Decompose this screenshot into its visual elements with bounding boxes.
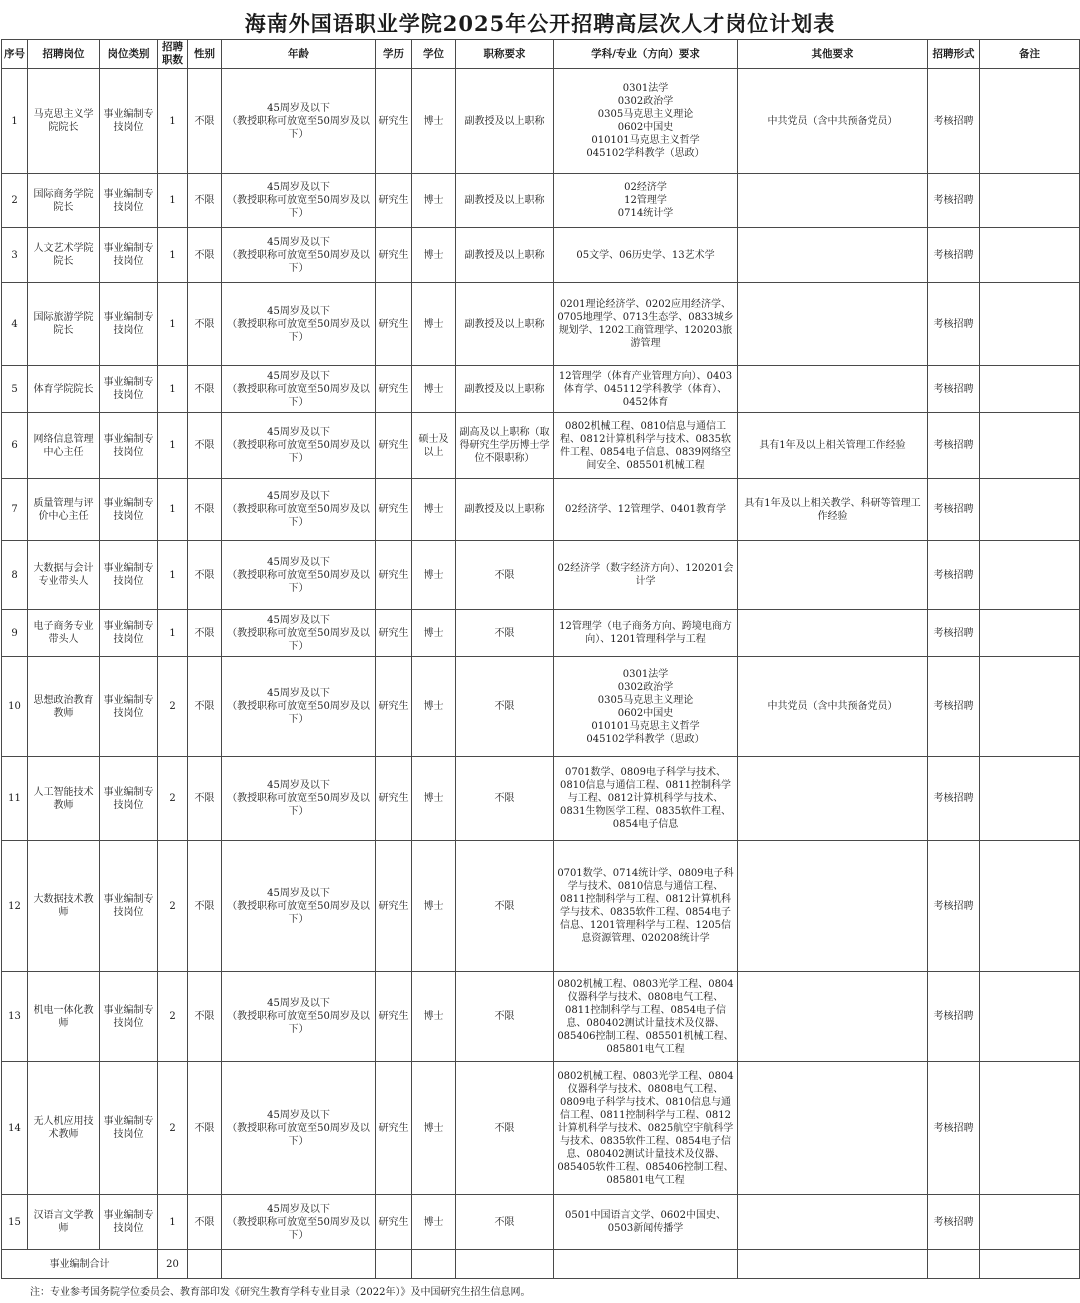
cell-education: 研究生 [376, 541, 412, 610]
cell-gender: 不限 [188, 1195, 222, 1250]
cell-other [738, 757, 928, 841]
cell-category: 事业编制专技岗位 [100, 479, 158, 541]
table-row [2, 610, 1080, 657]
cell-major: 12管理学（电子商务方向、跨境电商方向）、1201管理科学与工程 [554, 610, 738, 657]
cell-no: 4 [2, 283, 28, 366]
cell-position: 人工智能技术教师 [28, 757, 100, 841]
cell-gender: 不限 [188, 657, 222, 757]
cell-category: 事业编制专技岗位 [100, 1062, 158, 1195]
cell-category: 事业编制专技岗位 [100, 174, 158, 228]
cell-position: 汉语言文学教师 [28, 1195, 100, 1250]
cell-form: 考核招聘 [928, 283, 980, 366]
cell-gender: 不限 [188, 841, 222, 972]
cell-education: 研究生 [376, 841, 412, 972]
total-empty [738, 1250, 928, 1279]
cell-gender: 不限 [188, 757, 222, 841]
cell-title-req: 不限 [456, 757, 554, 841]
cell-position: 马克思主义学院院长 [28, 69, 100, 174]
cell-age: 45周岁及以下 （教授职称可放宽至50周岁及以下） [222, 69, 376, 174]
cell-category: 事业编制专技岗位 [100, 541, 158, 610]
footnote: 注：专业参考国务院学位委员会、教育部印发《研究生教育学科专业目录（2022年）》及中国研究生招生信息网。 [30, 1287, 531, 1298]
cell-education: 研究生 [376, 610, 412, 657]
cell-no: 2 [2, 174, 28, 228]
cell-gender: 不限 [188, 228, 222, 283]
cell-position: 国际商务学院院长 [28, 174, 100, 228]
cell-category: 事业编制专技岗位 [100, 228, 158, 283]
cell-gender: 不限 [188, 541, 222, 610]
cell-age: 45周岁及以下 （教授职称可放宽至50周岁及以下） [222, 1062, 376, 1195]
cell-age: 45周岁及以下 （教授职称可放宽至50周岁及以下） [222, 610, 376, 657]
cell-count: 2 [158, 841, 188, 972]
cell-form: 考核招聘 [928, 413, 980, 479]
cell-major: 12管理学（体育产业管理方向）、0403体育学、045112学科教学（体育）、0452体育 [554, 366, 738, 413]
table-row [2, 228, 1080, 283]
cell-count: 2 [158, 1062, 188, 1195]
table-row [2, 283, 1080, 366]
cell-major: 0701数学、0809电子科学与技术、0810信息与通信工程、0811控制科学与工程、0812计算机科学与技术、0831生物医学工程、0835软件工程、0854电子信息 [554, 757, 738, 841]
cell-age: 45周岁及以下 （教授职称可放宽至50周岁及以下） [222, 541, 376, 610]
cell-major: 0301法学 0302政治学 0305马克思主义理论 0602中国史 010101马克思主义哲学 045102学科教学（思政） [554, 69, 738, 174]
cell-education: 研究生 [376, 972, 412, 1062]
table-row [2, 413, 1080, 479]
cell-category: 事业编制专技岗位 [100, 610, 158, 657]
cell-gender: 不限 [188, 283, 222, 366]
cell-remark [980, 413, 1080, 479]
cell-age: 45周岁及以下 （教授职称可放宽至50周岁及以下） [222, 657, 376, 757]
cell-age: 45周岁及以下 （教授职称可放宽至50周岁及以下） [222, 366, 376, 413]
cell-category: 事业编制专技岗位 [100, 283, 158, 366]
cell-no: 5 [2, 366, 28, 413]
table-row [2, 69, 1080, 174]
cell-title-req: 副教授及以上职称 [456, 479, 554, 541]
cell-degree: 博士 [412, 228, 456, 283]
cell-remark [980, 479, 1080, 541]
cell-count: 1 [158, 174, 188, 228]
cell-gender: 不限 [188, 610, 222, 657]
cell-no: 9 [2, 610, 28, 657]
cell-position: 思想政治教育教师 [28, 657, 100, 757]
cell-major: 02经济学、12管理学、0401教育学 [554, 479, 738, 541]
total-empty [456, 1250, 554, 1279]
cell-count: 1 [158, 1195, 188, 1250]
cell-major: 02经济学 12管理学 0714统计学 [554, 174, 738, 228]
cell-count: 1 [158, 541, 188, 610]
cell-education: 研究生 [376, 366, 412, 413]
cell-category: 事业编制专技岗位 [100, 69, 158, 174]
cell-major: 0301法学 0302政治学 0305马克思主义理论 0602中国史 010101马克思主义哲学 045102学科教学（思政） [554, 657, 738, 757]
cell-position: 大数据技术教师 [28, 841, 100, 972]
header-age: 年龄 [222, 40, 376, 69]
cell-degree: 博士 [412, 757, 456, 841]
cell-major: 0802机械工程、0803光学工程、0804仪器科学与技术、0808电气工程、0811控制科学与工程、0854电子信息、080402测试计量技术及仪器、085406控制工程、085501机械工程、085801电气工程 [554, 972, 738, 1062]
cell-no: 11 [2, 757, 28, 841]
cell-form: 考核招聘 [928, 479, 980, 541]
cell-category: 事业编制专技岗位 [100, 1195, 158, 1250]
cell-age: 45周岁及以下 （教授职称可放宽至50周岁及以下） [222, 841, 376, 972]
cell-major: 0802机械工程、0810信息与通信工程、0812计算机科学与技术、0835软件工程、0854电子信息、0839网络空间安全、085501机械工程 [554, 413, 738, 479]
header-title-req: 职称要求 [456, 40, 554, 69]
header-remark: 备注 [980, 40, 1080, 69]
header-category: 岗位类别 [100, 40, 158, 69]
cell-remark [980, 972, 1080, 1062]
cell-position: 体育学院院长 [28, 366, 100, 413]
header-no: 序号 [2, 40, 28, 69]
cell-gender: 不限 [188, 479, 222, 541]
table-row [2, 1195, 1080, 1250]
cell-age: 45周岁及以下 （教授职称可放宽至50周岁及以下） [222, 228, 376, 283]
cell-other: 具有1年及以上相关管理工作经验 [738, 413, 928, 479]
table-row [2, 541, 1080, 610]
cell-other [738, 228, 928, 283]
cell-other [738, 366, 928, 413]
cell-form: 考核招聘 [928, 69, 980, 174]
cell-education: 研究生 [376, 757, 412, 841]
cell-education: 研究生 [376, 228, 412, 283]
cell-gender: 不限 [188, 972, 222, 1062]
cell-form: 考核招聘 [928, 841, 980, 972]
cell-count: 2 [158, 972, 188, 1062]
cell-education: 研究生 [376, 479, 412, 541]
cell-age: 45周岁及以下 （教授职称可放宽至50周岁及以下） [222, 1195, 376, 1250]
cell-remark [980, 657, 1080, 757]
header-row [2, 40, 1080, 69]
header-degree: 学位 [412, 40, 456, 69]
cell-other: 具有1年及以上相关教学、科研等管理工作经验 [738, 479, 928, 541]
cell-title-req: 副教授及以上职称 [456, 69, 554, 174]
cell-other: 中共党员（含中共预备党员） [738, 657, 928, 757]
cell-position: 无人机应用技术教师 [28, 1062, 100, 1195]
cell-title-req: 副教授及以上职称 [456, 228, 554, 283]
cell-position: 国际旅游学院院长 [28, 283, 100, 366]
cell-count: 1 [158, 366, 188, 413]
cell-form: 考核招聘 [928, 228, 980, 283]
table-row [2, 657, 1080, 757]
cell-form: 考核招聘 [928, 657, 980, 757]
cell-remark [980, 69, 1080, 174]
cell-remark [980, 174, 1080, 228]
cell-other [738, 1195, 928, 1250]
cell-gender: 不限 [188, 1062, 222, 1195]
cell-age: 45周岁及以下 （教授职称可放宽至50周岁及以下） [222, 479, 376, 541]
cell-degree: 博士 [412, 69, 456, 174]
cell-education: 研究生 [376, 1195, 412, 1250]
cell-major: 02经济学（数字经济方向）、120201会计学 [554, 541, 738, 610]
cell-other [738, 610, 928, 657]
cell-remark [980, 610, 1080, 657]
total-empty [980, 1250, 1080, 1279]
cell-count: 1 [158, 69, 188, 174]
cell-gender: 不限 [188, 69, 222, 174]
cell-position: 网络信息管理中心主任 [28, 413, 100, 479]
cell-education: 研究生 [376, 69, 412, 174]
cell-remark [980, 541, 1080, 610]
header-form: 招聘形式 [928, 40, 980, 69]
table-row [2, 1062, 1080, 1195]
cell-age: 45周岁及以下 （教授职称可放宽至50周岁及以下） [222, 413, 376, 479]
recruitment-table [1, 39, 1080, 1279]
cell-other [738, 972, 928, 1062]
cell-education: 研究生 [376, 657, 412, 757]
cell-position: 质量管理与评价中心主任 [28, 479, 100, 541]
document-title: 海南外国语职业学院2025年公开招聘高层次人才岗位计划表 [244, 11, 836, 36]
cell-gender: 不限 [188, 174, 222, 228]
cell-degree: 博士 [412, 841, 456, 972]
cell-other [738, 541, 928, 610]
table-row [2, 174, 1080, 228]
cell-title-req: 不限 [456, 841, 554, 972]
cell-count: 2 [158, 657, 188, 757]
total-row [2, 1250, 1080, 1279]
cell-age: 45周岁及以下 （教授职称可放宽至50周岁及以下） [222, 757, 376, 841]
cell-degree: 硕士及以上 [412, 413, 456, 479]
cell-count: 2 [158, 757, 188, 841]
cell-degree: 博士 [412, 657, 456, 757]
cell-major: 05文学、06历史学、13艺术学 [554, 228, 738, 283]
cell-remark [980, 1195, 1080, 1250]
table-row [2, 757, 1080, 841]
cell-education: 研究生 [376, 174, 412, 228]
table-row [2, 479, 1080, 541]
cell-title-req: 副教授及以上职称 [456, 283, 554, 366]
cell-education: 研究生 [376, 413, 412, 479]
cell-count: 1 [158, 479, 188, 541]
cell-age: 45周岁及以下 （教授职称可放宽至50周岁及以下） [222, 972, 376, 1062]
cell-form: 考核招聘 [928, 1062, 980, 1195]
cell-remark [980, 841, 1080, 972]
cell-major: 0701数学、0714统计学、0809电子科学与技术、0810信息与通信工程、0811控制科学与工程、0812计算机科学与技术、0835软件工程、0854电子信息、1201管理科学与工程、1205信息资源管理、020208统计学 [554, 841, 738, 972]
cell-no: 13 [2, 972, 28, 1062]
cell-category: 事业编制专技岗位 [100, 972, 158, 1062]
cell-position: 机电一体化教师 [28, 972, 100, 1062]
cell-other: 中共党员（含中共预备党员） [738, 69, 928, 174]
cell-major: 0802机械工程、0803光学工程、0804仪器科学与技术、0808电气工程、0809电子科学与技术、0810信息与通信工程、0811控制科学与工程、0812计算机科学与技术、0825航空宇航科学与技术、0835软件工程、0854电子信息、080402测试计量技术及仪器、085405软件工程、085406控制工程、085801电气工程 [554, 1062, 738, 1195]
cell-age: 45周岁及以下 （教授职称可放宽至50周岁及以下） [222, 174, 376, 228]
total-empty [376, 1250, 412, 1279]
cell-form: 考核招聘 [928, 610, 980, 657]
cell-count: 1 [158, 228, 188, 283]
cell-other [738, 283, 928, 366]
cell-position: 电子商务专业带头人 [28, 610, 100, 657]
cell-form: 考核招聘 [928, 174, 980, 228]
cell-no: 1 [2, 69, 28, 174]
cell-title-req: 副教授及以上职称 [456, 366, 554, 413]
cell-count: 1 [158, 283, 188, 366]
cell-no: 14 [2, 1062, 28, 1195]
cell-form: 考核招聘 [928, 972, 980, 1062]
cell-gender: 不限 [188, 366, 222, 413]
header-major: 学科/专业（方向）要求 [554, 40, 738, 69]
cell-form: 考核招聘 [928, 757, 980, 841]
cell-education: 研究生 [376, 1062, 412, 1195]
cell-degree: 博士 [412, 1195, 456, 1250]
cell-count: 1 [158, 610, 188, 657]
header-position: 招聘岗位 [28, 40, 100, 69]
cell-count: 1 [158, 413, 188, 479]
total-empty [222, 1250, 376, 1279]
total-empty [928, 1250, 980, 1279]
cell-category: 事业编制专技岗位 [100, 657, 158, 757]
cell-degree: 博士 [412, 283, 456, 366]
cell-category: 事业编制专技岗位 [100, 841, 158, 972]
cell-form: 考核招聘 [928, 1195, 980, 1250]
cell-title-req: 不限 [456, 972, 554, 1062]
cell-no: 15 [2, 1195, 28, 1250]
cell-degree: 博士 [412, 479, 456, 541]
cell-title-req: 副高及以上职称（取得研究生学历博士学位不限职称） [456, 413, 554, 479]
cell-degree: 博士 [412, 174, 456, 228]
cell-remark [980, 366, 1080, 413]
cell-remark [980, 757, 1080, 841]
cell-no: 7 [2, 479, 28, 541]
total-count: 20 [158, 1250, 188, 1279]
cell-other [738, 1062, 928, 1195]
cell-degree: 博士 [412, 541, 456, 610]
cell-degree: 博士 [412, 972, 456, 1062]
table-row [2, 972, 1080, 1062]
cell-position: 人文艺术学院院长 [28, 228, 100, 283]
cell-other [738, 174, 928, 228]
cell-form: 考核招聘 [928, 541, 980, 610]
cell-remark [980, 1062, 1080, 1195]
cell-category: 事业编制专技岗位 [100, 413, 158, 479]
header-other: 其他要求 [738, 40, 928, 69]
table-row [2, 366, 1080, 413]
cell-degree: 博士 [412, 1062, 456, 1195]
table-row [2, 841, 1080, 972]
cell-age: 45周岁及以下 （教授职称可放宽至50周岁及以下） [222, 283, 376, 366]
cell-degree: 博士 [412, 366, 456, 413]
cell-no: 3 [2, 228, 28, 283]
cell-no: 12 [2, 841, 28, 972]
header-count: 招聘职数 [158, 40, 188, 69]
cell-title-req: 不限 [456, 657, 554, 757]
cell-title-req: 不限 [456, 541, 554, 610]
cell-position: 大数据与会计专业带头人 [28, 541, 100, 610]
cell-category: 事业编制专技岗位 [100, 757, 158, 841]
cell-title-req: 副教授及以上职称 [456, 174, 554, 228]
total-empty [554, 1250, 738, 1279]
cell-major: 0201理论经济学、0202应用经济学、0705地理学、0713生态学、0833城乡规划学、1202工商管理学、120203旅游管理 [554, 283, 738, 366]
cell-degree: 博士 [412, 610, 456, 657]
cell-category: 事业编制专技岗位 [100, 366, 158, 413]
cell-no: 8 [2, 541, 28, 610]
cell-education: 研究生 [376, 283, 412, 366]
cell-no: 6 [2, 413, 28, 479]
cell-form: 考核招聘 [928, 366, 980, 413]
cell-no: 10 [2, 657, 28, 757]
cell-other [738, 841, 928, 972]
total-empty [188, 1250, 222, 1279]
cell-title-req: 不限 [456, 1062, 554, 1195]
cell-major: 0501中国语言文学、0602中国史、0503新闻传播学 [554, 1195, 738, 1250]
header-education: 学历 [376, 40, 412, 69]
cell-gender: 不限 [188, 413, 222, 479]
total-label: 事业编制合计 [2, 1250, 158, 1279]
cell-remark [980, 228, 1080, 283]
total-empty [412, 1250, 456, 1279]
header-gender: 性别 [188, 40, 222, 69]
cell-title-req: 不限 [456, 610, 554, 657]
cell-remark [980, 283, 1080, 366]
cell-title-req: 不限 [456, 1195, 554, 1250]
